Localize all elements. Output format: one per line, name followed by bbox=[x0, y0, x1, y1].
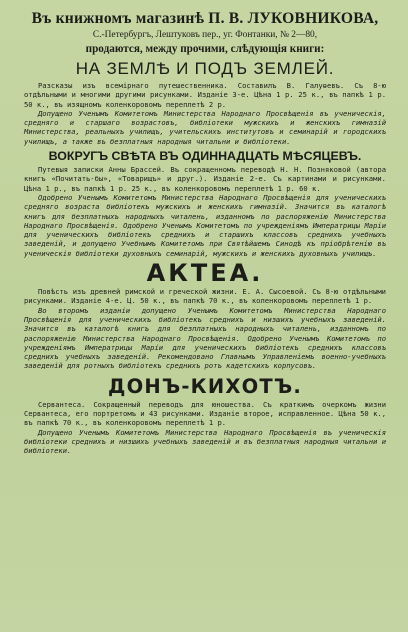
book-approval: Во второмъ изданіи допущено Ученымъ Комитетомъ Министерства Народнаго Просвѣщенія для ученическихъ библіотекъ среднихъ и низшихъ учебныхъ заведеній. Значится въ каталогѣ книгъ для безплатныхъ народныхъ читалень, изданномъ по распоряженію Министерства Народнаго Просвѣщенія. Одобрено Ученымъ Комитетомъ по учрежденіямъ Императрицы Маріи для ученическихъ библіотекъ среднихъ классовъ среднихъ учебныхъ заведеній. Рекомендовано Главнымъ Управленіемъ военно-учебныхъ заведеній для ротныхъ библіотекъ среднихъ ротъ кадетскихъ корпусовъ. bbox=[24, 305, 386, 371]
book-approval: Допущено Ученымъ Комитетомъ Министерства Народнаго Просвѣщенія въ ученическія, средняго и старшаго возрастовъ, библіотеки мужскихъ и женскихъ гимназій Министерства, реальныхъ училищъ, учительскихъ институтовъ и семинарій и городскихъ училищъ, а также въ безплатныя народныя читальни и библіотеки. bbox=[24, 108, 386, 146]
store-subtitle: продаются, между прочими, слѣдующія книги: bbox=[85, 43, 325, 55]
book-title: ДОНЪ-КИХОТЪ. bbox=[108, 374, 302, 398]
book-description: Путевыя записки Анны Брассей. Въ сокращенномъ переводѣ Н. Н. Позняковой (автора книгъ «Почитать-бы», «Товарищъ» и друг.). Изданіе 2-е. Съ картинами и рисунками. Цѣна 1 р., въ папкѣ 1 р. 25 к., въ коленкоровомъ переплетѣ 1 р. 60 к. bbox=[24, 165, 386, 193]
book-description: Повѣсть изъ древней римской и греческой жизни. Е. А. Сысоевой. Съ 8-ю отдѣльными рисунками. Изданіе 4-е. Ц. 50 к., въ папкѣ 70 к., въ коленкоровомъ переплетѣ 1 р. bbox=[24, 287, 386, 306]
book-entry bbox=[24, 149, 386, 258]
page-header bbox=[24, 10, 386, 56]
book-entry bbox=[24, 59, 386, 146]
book-description: Сервантеса. Сокращенный переводъ для юношества. Съ краткимъ очеркомъ жизни Сервантеса, его портретомъ и 43 рисунками. Изданіе второе, исправленное. Цѣна 50 к., въ папкѣ 70 к., въ коленкоровомъ переплетѣ 1 р. bbox=[24, 399, 386, 428]
book-description: Разсказы изъ всемірнаго путешественника. Составилъ В. Галуѳевъ. Съ 8-ю отдѣльными и многими другими рисунками. Изданіе 3-е. Цѣна 1 р. 25 к., въ папкѣ 1 р. 50 к., въ изящномъ коленкоровомъ переплетѣ 2 р. bbox=[24, 81, 386, 109]
book-approval: Допущено Ученымъ Комитетомъ Министерства Народнаго Просвѣщенія въ ученическія библіотеки среднихъ и низшихъ учебныхъ заведеній и въ безплатныя народныя читальни и библіотеки. bbox=[24, 427, 386, 456]
book-title: АКТЕА. bbox=[146, 259, 264, 288]
book-entry bbox=[24, 260, 386, 371]
book-entry bbox=[24, 375, 386, 456]
store-address: С.-Петербургъ, Лештуковъ пер., уг. Фонтанки, № 2—80, bbox=[92, 30, 318, 40]
book-title: ВОКРУГЪ СВѢТА ВЪ ОДИННАДЦАТЬ МѢСЯЦЕВЪ. bbox=[48, 149, 362, 164]
book-title: НА ЗЕМЛѢ И ПОДЪ ЗЕМЛЕЙ. bbox=[75, 59, 335, 78]
book-approval: Одобрено Ученымъ Комитетомъ Министерства Народнаго Просвѣщенія для ученическихъ средняго возраста библіотекъ мужскихъ и женскихъ гимназій. Значится въ каталогѣ книгъ для безплатныхъ народныхъ читалень, изданномъ по распоряженію Министерства Народнаго Просвѣщенія. Одобрено Ученымъ Комитетомъ по учрежденіямъ Императрицы Маріи для ученическихъ библіотекъ среднихъ и старшихъ классовъ среднихъ учебныхъ заведеній, и допущено Учебнымъ Комитетомъ при Святѣйшемъ Синодѣ къ пріобрѣтенію въ ученическія библіотеки духовныхъ семинарій, мужскихъ и женскихъ духовныхъ училищъ. bbox=[24, 192, 386, 258]
store-title: Въ книжномъ магазинѣ П. В. ЛУКОВНИКОВА, bbox=[31, 10, 379, 27]
